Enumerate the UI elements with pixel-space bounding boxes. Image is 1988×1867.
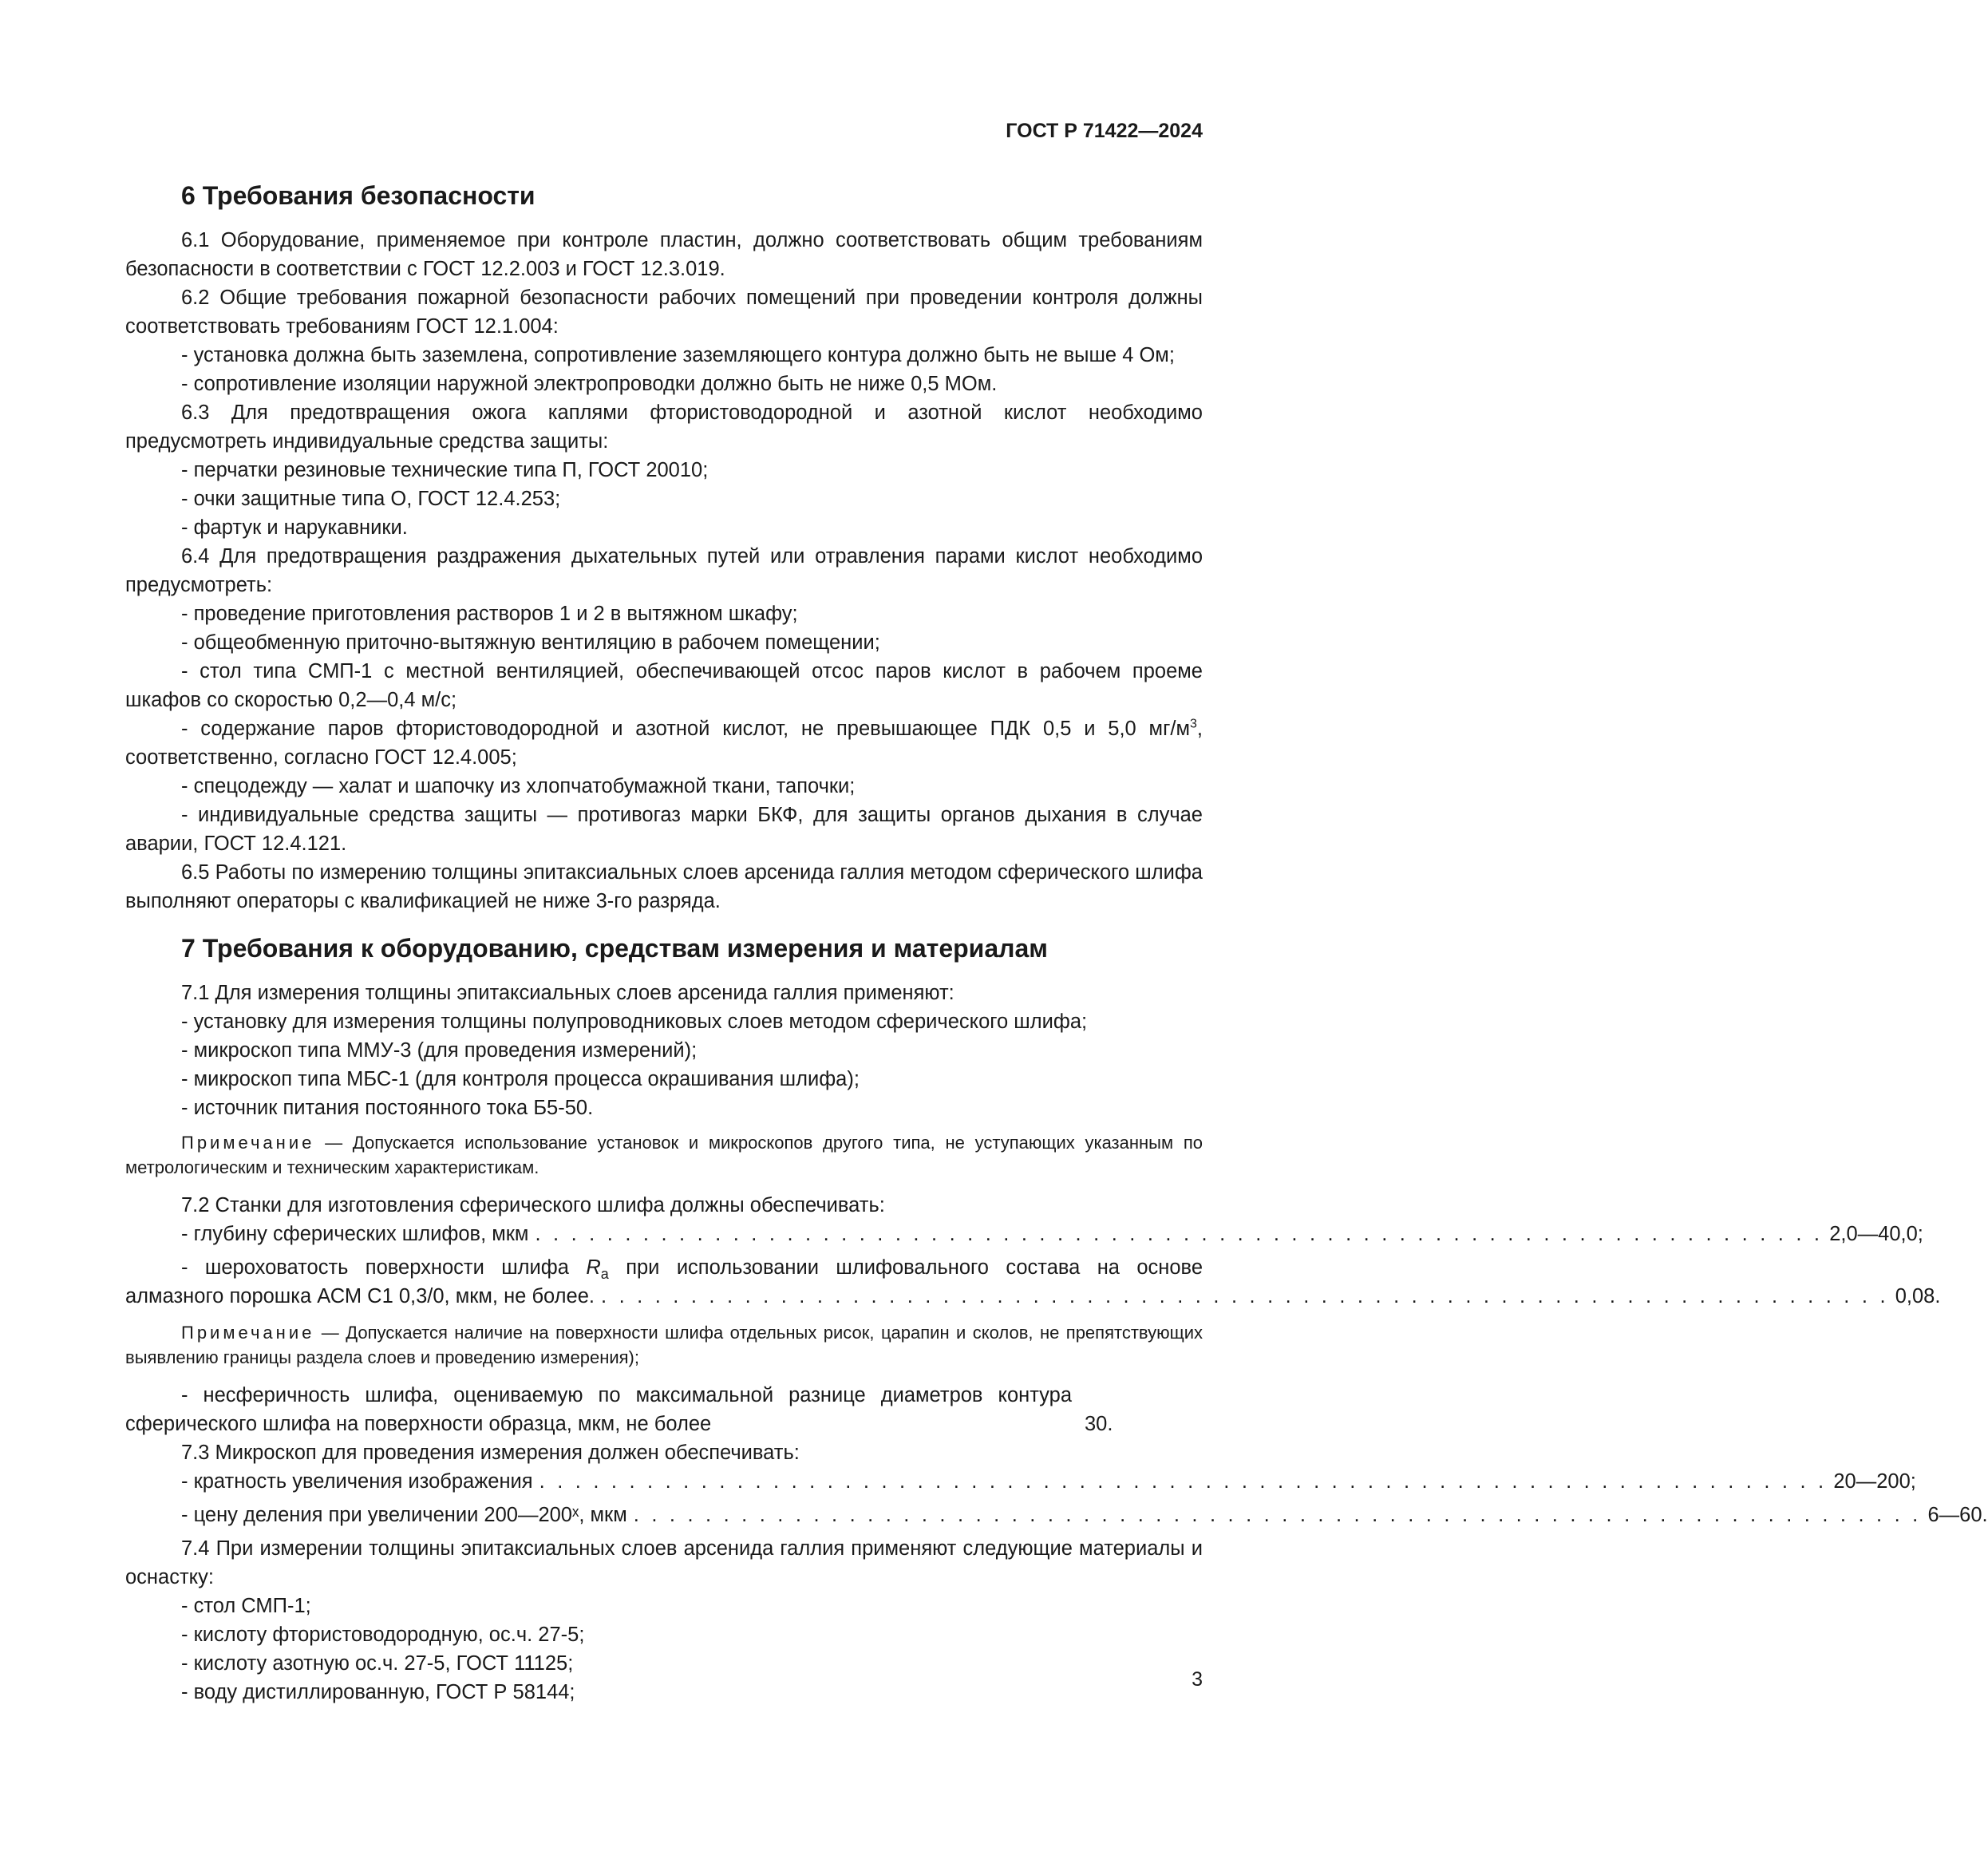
spec-value: 0,08. xyxy=(1895,1285,1941,1307)
section-7-title: 7 Требования к оборудованию, средствам измерения и материалам xyxy=(181,934,1048,963)
list-item: - очки защитные типа О, ГОСТ 12.4.253; xyxy=(181,488,561,510)
paragraph-6-5: 6.5 Работы по измерению толщины эпитаксиальных слоев арсенида галлия методом сферического шлифа выполняют операторы с квалификацией не ниже 3-го разряда. xyxy=(125,861,1203,912)
list-item-text: , соответственно, согласно ГОСТ 12.4.005; xyxy=(125,718,1203,769)
list-item xyxy=(125,714,1203,772)
list-item: - общеобменную приточно-вытяжную вентиляцию в рабочем помещении; xyxy=(181,631,880,654)
leader-dots: . . . . . . . . . . . . . . . . . . . . . . . . . . . . . . . . . . . . . . . . . . . . . . . . . . . . . . . . . . . . . . . . . . . . . . . . xyxy=(601,1285,1889,1307)
list-item: - воду дистиллированную, ГОСТ Р 58144; xyxy=(181,1681,575,1703)
note-2 xyxy=(125,1320,1203,1370)
list-item: - установка должна быть заземлена, сопротивление заземляющего контура должно быть не выше 4 Ом; xyxy=(181,344,1175,366)
paragraph-7-4: 7.4 При измерении толщины эпитаксиальных слоев арсенида галлия применяют следующие материалы и оснастку: xyxy=(125,1537,1203,1588)
list-item-text: - содержание паров фтористоводородной и азотной кислот, не превышающее ПДК 0,5 и 5,0 мг/м xyxy=(181,718,1190,740)
note-text: — Допускается наличие на поверхности шлифа отдельных рисок, царапин и сколов, не препятствующих выявлению границы раздела слоев и проведению измерения); xyxy=(125,1323,1203,1367)
paragraph-6-2: 6.2 Общие требования пожарной безопасности рабочих помещений при проведении контроля должны соответствовать требованиям ГОСТ 12.1.004: xyxy=(125,287,1203,338)
spec-value: 6—60. xyxy=(1927,1504,1988,1526)
paragraph-6-3: 6.3 Для предотвращения ожога каплями фтористоводородной и азотной кислот необходимо предусмотреть индивидуальные средства защиты: xyxy=(125,401,1203,453)
list-item: - стол типа СМП-1 с местной вентиляцией, обеспечивающей отсос паров кислот в рабочем проеме шкафов со скоростью 0,2—0,4 м/с; xyxy=(125,660,1203,711)
spec-label: - несферичность шлифа, оцениваемую по максимальной разнице диаметров контура сферического шлифа на поверхности образца, мкм, не более xyxy=(125,1384,1072,1435)
section-7 xyxy=(125,932,1988,1707)
spec-text: - шероховатость поверхности шлифа xyxy=(181,1256,587,1279)
spec-row xyxy=(125,1467,1916,1496)
note-1 xyxy=(125,1130,1203,1180)
spec-value: 2,0—40,0; xyxy=(1829,1223,1923,1245)
spec-row xyxy=(125,1282,1941,1311)
page-number: 3 xyxy=(1192,1668,1203,1691)
spec-row-text xyxy=(125,1253,1203,1282)
roughness-symbol: R xyxy=(586,1256,601,1279)
list-item: - стол СМП-1; xyxy=(181,1595,311,1617)
paragraph-7-3: 7.3 Микроскоп для проведения измерения должен обеспечивать: xyxy=(181,1442,800,1464)
list-item: - установку для измерения толщины полупроводниковых слоев методом сферического шлифа; xyxy=(181,1011,1088,1033)
spec-label: - кратность увеличения изображения xyxy=(181,1470,533,1493)
list-item: - фартук и нарукавники. xyxy=(181,516,408,539)
spec-text: при использовании шлифовального состава на основе xyxy=(608,1256,1203,1279)
spec-row xyxy=(125,1501,1988,1529)
paragraph-6-4: 6.4 Для предотвращения раздражения дыхательных путей или отравления парами кислот необходимо предусмотреть: xyxy=(125,545,1203,596)
subscript: a xyxy=(600,1266,609,1283)
list-item: - источник питания постоянного тока Б5-50. xyxy=(181,1097,594,1119)
leader-dots: . . . . . . . . . . . . . . . . . . . . . . . . . . . . . . . . . . . . . . . . . . . . . . . . . . . . . . . . . . . . . . . . . . . . . . . . xyxy=(535,1223,1824,1245)
spec-value: 30. xyxy=(1085,1413,1113,1435)
list-item: - микроскоп типа ММУ-3 (для проведения измерений); xyxy=(181,1039,698,1062)
list-item: - спецодежду — халат и шапочку из хлопчатобумажной ткани, тапочки; xyxy=(181,775,856,797)
paragraph-6-1: 6.1 Оборудование, применяемое при контроле пластин, должно соответствовать общим требованиям безопасности в соответствии с ГОСТ 12.2.003 и ГОСТ 12.3.019. xyxy=(125,229,1203,280)
spec-label: - цену деления при увеличении 200—200ˣ, мкм xyxy=(181,1504,627,1526)
list-item: - перчатки резиновые технические типа П, ГОСТ 20010; xyxy=(181,459,709,481)
list-item: - микроскоп типа МБС-1 (для контроля процесса окрашивания шлифа); xyxy=(181,1068,860,1090)
document-id: ГОСТ Р 71422—2024 xyxy=(1006,120,1203,142)
section-6 xyxy=(125,180,1203,916)
section-6-title: 6 Требования безопасности xyxy=(181,181,536,210)
spec-label: алмазного порошка АСМ С1 0,3/0, мкм, не более. xyxy=(125,1285,595,1307)
paragraph-7-1: 7.1 Для измерения толщины эпитаксиальных слоев арсенида галлия применяют: xyxy=(181,982,954,1004)
paragraph-7-2: 7.2 Станки для изготовления сферического шлифа должны обеспечивать: xyxy=(181,1194,885,1216)
spec-value: 20—200; xyxy=(1833,1470,1916,1493)
superscript: 3 xyxy=(1190,717,1197,731)
spec-label: - глубину сферических шлифов, мкм xyxy=(181,1223,529,1245)
spec-row xyxy=(125,1381,1203,1438)
leader-dots: . . . . . . . . . . . . . . . . . . . . . . . . . . . . . . . . . . . . . . . . . . . . . . . . . . . . . . . . . . . . . . . . . . . . . . . . xyxy=(539,1470,1828,1493)
note-label: Примечание xyxy=(181,1323,315,1343)
list-item: - кислоту фтористоводородную, ос.ч. 27-5; xyxy=(181,1624,585,1646)
note-label: Примечание xyxy=(181,1133,315,1153)
list-item: - сопротивление изоляции наружной электропроводки должно быть не ниже 0,5 МОм. xyxy=(181,373,998,395)
list-item: - проведение приготовления растворов 1 и 2 в вытяжном шкафу; xyxy=(181,603,798,625)
note-text: — Допускается использование установок и микроскопов другого типа, не уступающих указанным по метрологическим и техническим характеристикам. xyxy=(125,1133,1203,1177)
list-item: - кислоту азотную ос.ч. 27-5, ГОСТ 11125; xyxy=(181,1652,574,1675)
spec-row xyxy=(125,1220,1923,1248)
list-item: - индивидуальные средства защиты — противогаз марки БКФ, для защиты органов дыхания в случае аварии, ГОСТ 12.4.121. xyxy=(125,804,1203,855)
leader-dots: . . . . . . . . . . . . . . . . . . . . . . . . . . . . . . . . . . . . . . . . . . . . . . . . . . . . . . . . . . . . . . . . . . . . . . . . xyxy=(633,1504,1922,1526)
